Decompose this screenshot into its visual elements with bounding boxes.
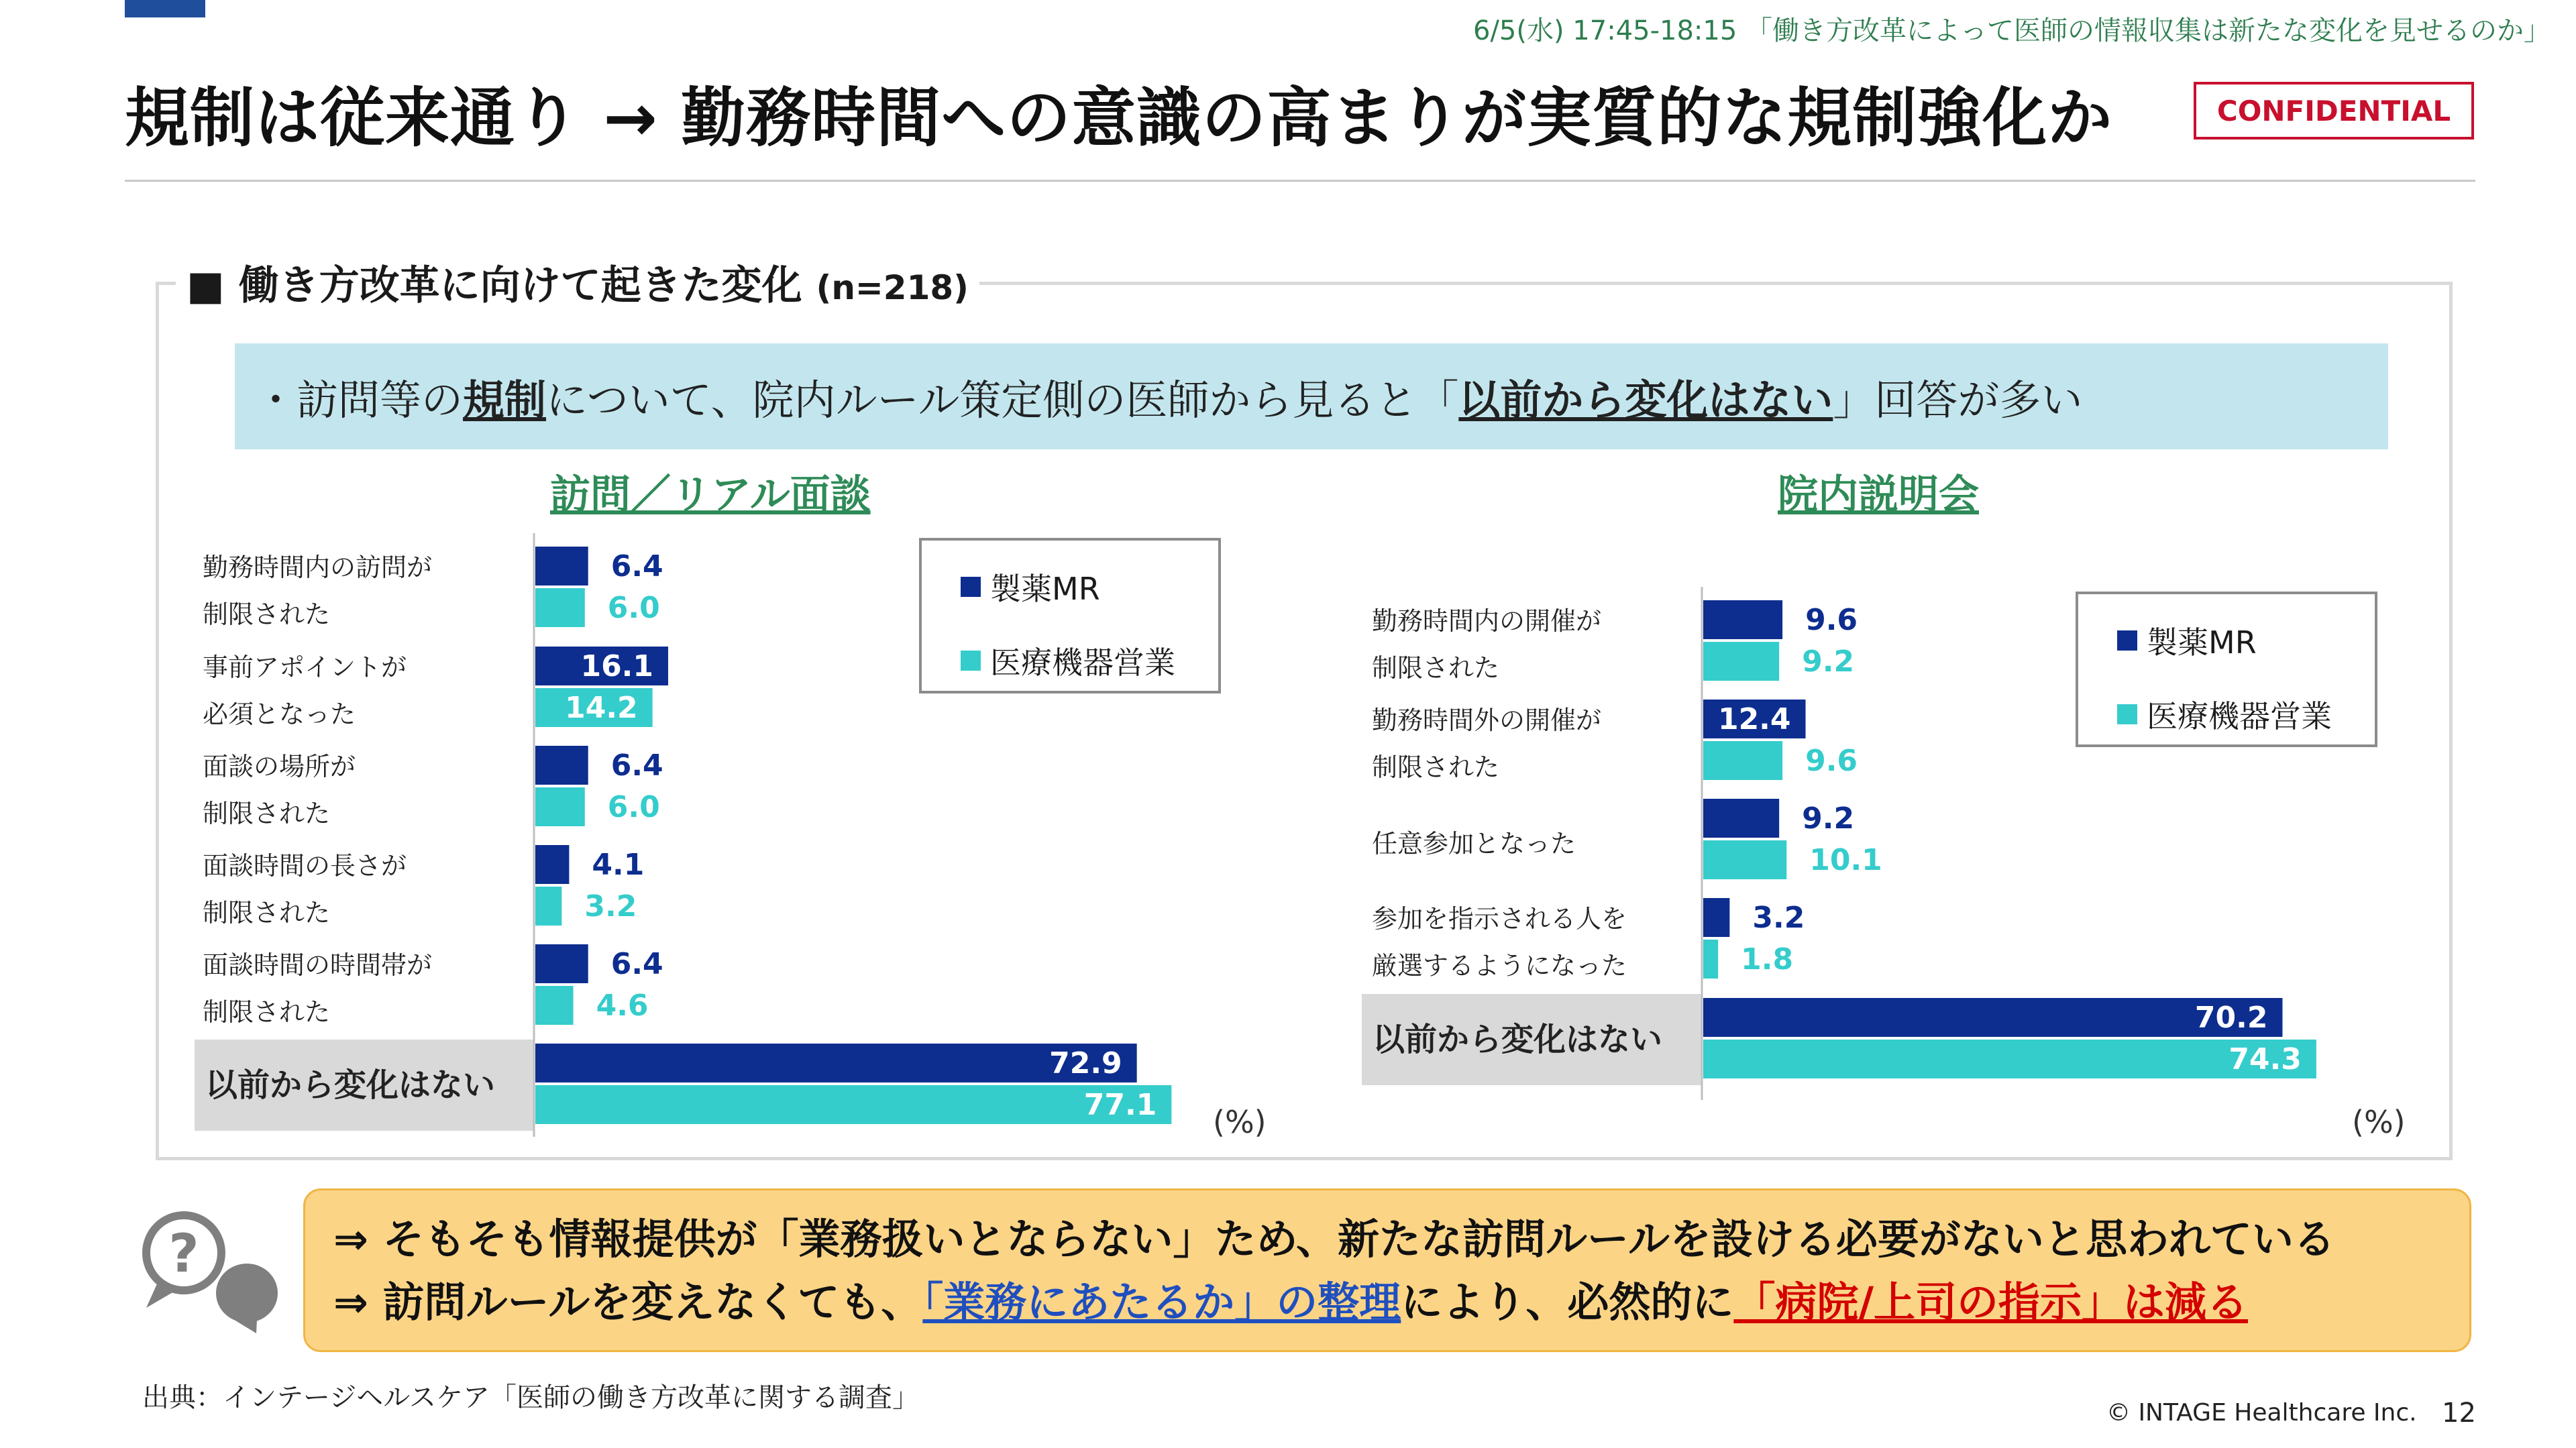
conclusion-box <box>303 1188 2471 1352</box>
category-label-line: 必須となった <box>203 700 356 729</box>
data-label: 6.4 <box>610 748 663 783</box>
category-label-line: 任意参加となった <box>1372 829 1576 858</box>
callout-text: 訪問等の <box>297 375 464 425</box>
data-label: 16.1 <box>580 649 654 683</box>
category-label-line: 制限された <box>1372 653 1500 683</box>
data-label: 1.8 <box>1741 942 1794 977</box>
data-label: 74.3 <box>2229 1042 2302 1076</box>
chart-title-visit: 訪問／リアル面談 <box>550 471 871 518</box>
bar-device <box>535 887 561 926</box>
data-label: 72.9 <box>1049 1046 1122 1080</box>
data-label: 3.2 <box>584 889 637 924</box>
bar-device <box>1703 940 1718 979</box>
data-label: 9.6 <box>1805 603 1858 637</box>
category-label-text: 以前から変化はない <box>1373 1021 1663 1058</box>
conclusion-text: ⇒ 訪問ルールを変えなくても、 <box>333 1278 923 1327</box>
question-chat-icon <box>131 1207 292 1335</box>
legend-label: 医療機器営業 <box>990 645 1175 681</box>
page-title: 規制は従来通り → 勤務時間への意識の高まりが実質的な規制強化か <box>125 80 2113 156</box>
category-label-line: 制限された <box>203 799 331 828</box>
category-label-line: 面談時間の時間帯が <box>203 950 433 980</box>
category-label-text: 以前から変化はない <box>205 1066 496 1104</box>
category-label-line: 勤務時間外の開催が <box>1372 706 1602 735</box>
legend-label: 製薬MR <box>2147 624 2257 661</box>
legend-label: 製薬MR <box>990 571 1100 607</box>
category-label-line: 勤務時間内の訪問が <box>203 553 433 582</box>
data-label: 4.1 <box>592 848 645 882</box>
callout-text: 」回答が多い <box>1833 375 2083 425</box>
conclusion-emphasis-red: 「病院/上司の指示」は減る <box>1733 1278 2248 1327</box>
bar-mr <box>1703 799 1779 838</box>
category-label-line: 参加を指示される人を <box>1372 904 1627 934</box>
category-label-line: 事前アポイントが <box>203 653 407 682</box>
session-info: 6/5(水) 17:45-18:15 「働き方改革によって医師の情報収集は新たな変化を見せるのか」 <box>1473 15 2551 46</box>
bar-device <box>1703 642 1779 681</box>
unit-label: (%) <box>1213 1104 1267 1140</box>
category-label-line: 制限された <box>1372 753 1500 782</box>
source-note: 出典：インテージヘルスケア「医師の働き方改革に関する調査」 <box>142 1382 919 1413</box>
category-label-line: 制限された <box>203 898 331 928</box>
copyright: © INTAGE Healthcare Inc. <box>2106 1399 2417 1427</box>
conclusion-text: により、必然的に <box>1401 1278 1734 1327</box>
data-label: 6.4 <box>610 549 663 583</box>
legend-label: 医療機器営業 <box>2147 698 2332 734</box>
data-label: 77.1 <box>1083 1088 1157 1122</box>
category-label-line: 厳選するようになった <box>1372 951 1627 981</box>
category-label-line: 勤務時間内の開催が <box>1372 606 1602 636</box>
confidential-badge: CONFIDENTIAL <box>2194 82 2474 140</box>
callout-emphasis: 以前から変化はない <box>1458 375 1833 425</box>
data-label: 6.0 <box>607 790 660 824</box>
bar-mr <box>535 1044 1137 1082</box>
bar-mr <box>535 746 588 785</box>
page-number: 12 <box>2442 1398 2476 1429</box>
bar-mr <box>535 547 588 586</box>
data-label: 9.2 <box>1802 801 1855 836</box>
category-label-line: 制限された <box>203 997 331 1027</box>
callout-text: について、院内ルール策定側の医師から見ると「 <box>546 375 1459 425</box>
svg-text:?: ? <box>168 1224 199 1284</box>
bar-mr <box>1703 898 1729 937</box>
bar-mr <box>535 845 569 884</box>
data-label: 9.2 <box>1802 645 1855 679</box>
bar-device <box>535 986 574 1025</box>
data-label: 4.6 <box>596 989 649 1023</box>
bullet: ・ <box>255 375 297 425</box>
conclusion-line-1: ⇒ そもそも情報提供が「業務扱いとならない」ため、新たな訪問ルールを設ける必要がないと思われている <box>333 1215 2335 1264</box>
data-label: 12.4 <box>1717 702 1791 736</box>
chart-title-briefing: 院内説明会 <box>1778 471 1979 518</box>
data-label: 10.1 <box>1809 843 1882 877</box>
data-label: 70.2 <box>2194 1001 2268 1035</box>
data-label: 3.2 <box>1752 901 1805 935</box>
conclusion-emphasis-blue: 「業務にあたるか」の整理 <box>922 1278 1401 1327</box>
category-label-line: 面談時間の長さが <box>203 851 407 881</box>
callout-emphasis: 規制 <box>463 375 547 425</box>
bar-device <box>1703 840 1786 879</box>
data-label: 6.0 <box>607 591 660 625</box>
bar-mr <box>535 944 588 983</box>
conclusion-line-2 <box>333 1271 2469 1334</box>
data-label: 9.6 <box>1805 744 1858 778</box>
bar-device <box>1703 1040 2316 1078</box>
category-label-line: 制限された <box>203 600 331 629</box>
sample-size: (n=218) <box>816 268 969 307</box>
data-label: 6.4 <box>610 947 663 981</box>
panel-heading-text: ■ 働き方改革に向けて起きた変化 <box>186 262 802 309</box>
bar-device <box>1703 741 1782 780</box>
category-label-line: 面談の場所が <box>203 752 356 781</box>
unit-label: (%) <box>2352 1104 2406 1140</box>
bar-mr <box>1703 600 1782 639</box>
bar-device <box>535 1085 1171 1124</box>
bar-device <box>535 787 585 826</box>
data-label: 14.2 <box>565 691 638 725</box>
bar-device <box>535 588 585 627</box>
